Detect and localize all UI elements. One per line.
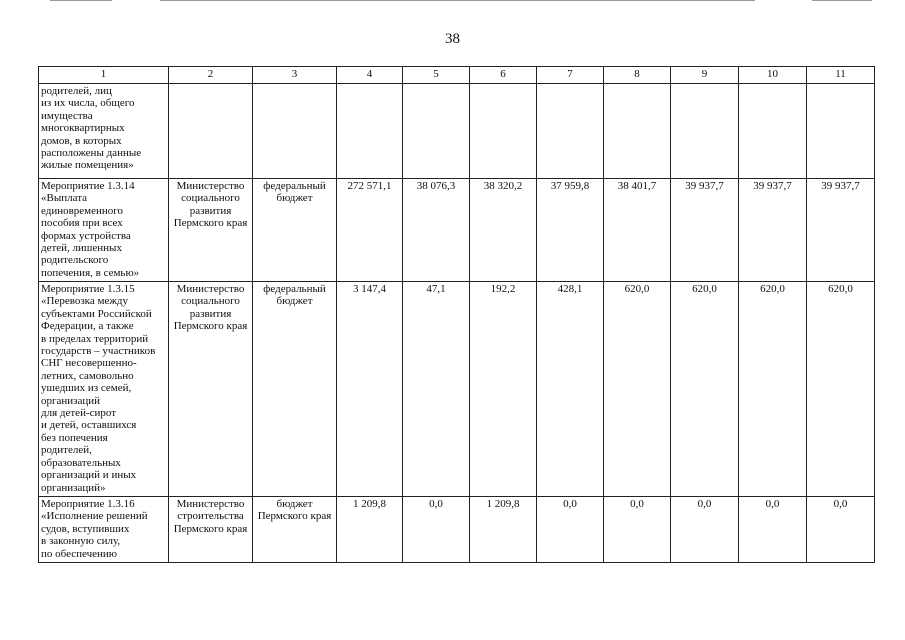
value-cell: 0,0 (739, 497, 807, 563)
funding-source-cell: бюджет Пермского края (253, 497, 337, 563)
column-header: 10 (739, 67, 807, 84)
column-header: 8 (604, 67, 671, 84)
value-cell (739, 84, 807, 179)
value-cell: 38 401,7 (604, 179, 671, 282)
value-cell: 38 320,2 (470, 179, 537, 282)
column-header: 7 (537, 67, 604, 84)
value-cell: 39 937,7 (807, 179, 875, 282)
value-cell: 3 147,4 (337, 282, 403, 497)
value-cell (537, 84, 604, 179)
column-header: 9 (671, 67, 739, 84)
value-cell: 0,0 (604, 497, 671, 563)
value-cell: 428,1 (537, 282, 604, 497)
measure-description: Мероприятие 1.3.15 «Перевозка между субъектами Российской Федерации, а также в пределах территорий государств – участников СНГ несовершенно- летних, самовольно ушедших из семей, организаций для детей-сирот и детей, оставшихся без попечения родителей, образовательных организаций и иных организаций» (39, 282, 169, 497)
value-cell: 0,0 (807, 497, 875, 563)
value-cell: 272 571,1 (337, 179, 403, 282)
value-cell (604, 84, 671, 179)
value-cell: 620,0 (604, 282, 671, 497)
column-header: 4 (337, 67, 403, 84)
value-cell: 39 937,7 (671, 179, 739, 282)
value-cell (403, 84, 470, 179)
table-row (39, 497, 875, 563)
value-cell: 0,0 (671, 497, 739, 563)
page-number: 38 (445, 31, 460, 47)
value-cell: 39 937,7 (739, 179, 807, 282)
value-cell: 1 209,8 (470, 497, 537, 563)
funding-source-cell: федеральный бюджет (253, 282, 337, 497)
executor-cell: Министерство социального развития Пермского края (169, 282, 253, 497)
table-row (39, 84, 875, 179)
top-rule-right (812, 0, 872, 1)
value-cell (470, 84, 537, 179)
executor-cell (169, 84, 253, 179)
executor-cell: Министерство социального развития Пермского края (169, 179, 253, 282)
value-cell: 0,0 (537, 497, 604, 563)
value-cell: 47,1 (403, 282, 470, 497)
column-header: 3 (253, 67, 337, 84)
value-cell (807, 84, 875, 179)
value-cell (337, 84, 403, 179)
header-row (39, 67, 875, 84)
value-cell: 0,0 (403, 497, 470, 563)
value-cell (671, 84, 739, 179)
funding-source-cell: федеральный бюджет (253, 179, 337, 282)
value-cell: 37 959,8 (537, 179, 604, 282)
column-header: 11 (807, 67, 875, 84)
value-cell: 620,0 (807, 282, 875, 497)
column-header: 5 (403, 67, 470, 84)
budget-table (38, 66, 875, 563)
column-header: 6 (470, 67, 537, 84)
column-header: 1 (39, 67, 169, 84)
value-cell: 38 076,3 (403, 179, 470, 282)
funding-source-cell (253, 84, 337, 179)
top-rule-left (50, 0, 112, 1)
executor-cell: Министерство строительства Пермского края (169, 497, 253, 563)
value-cell: 192,2 (470, 282, 537, 497)
table-row (39, 282, 875, 497)
value-cell: 1 209,8 (337, 497, 403, 563)
top-rule-center (160, 0, 755, 1)
measure-description: Мероприятие 1.3.16 «Исполнение решений судов, вступивших в законную силу, по обеспечению (39, 497, 169, 563)
measure-description: Мероприятие 1.3.14 «Выплата единовременного пособия при всех формах устройства детей, лишенных родительского попечения, в семью» (39, 179, 169, 282)
table-row (39, 179, 875, 282)
measure-description: родителей, лиц из их числа, общего имущества многоквартирных домов, в которых расположены данные жилые помещения» (39, 84, 169, 179)
value-cell: 620,0 (739, 282, 807, 497)
column-header: 2 (169, 67, 253, 84)
value-cell: 620,0 (671, 282, 739, 497)
